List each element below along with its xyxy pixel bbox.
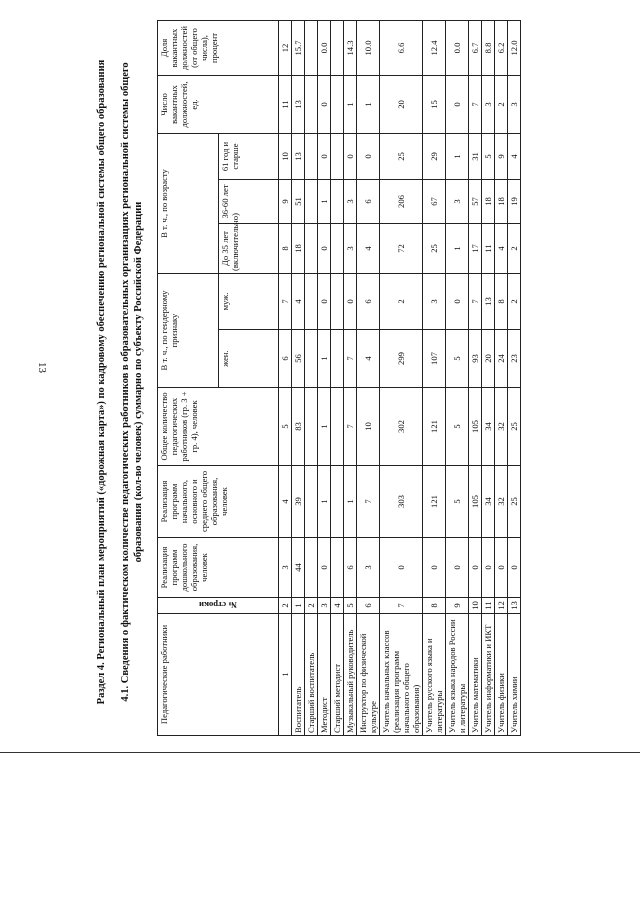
row-number-cell: 3 [318, 598, 331, 614]
staff-name-cell: Учитель химии [508, 614, 521, 736]
value-cell-c7 [305, 274, 318, 330]
value-cell-c7: 2 [508, 274, 521, 330]
value-cell-c5: 302 [380, 388, 423, 466]
value-cell-c7: 13 [482, 274, 495, 330]
value-cell-c4: 5 [446, 466, 469, 538]
value-cell-c9 [305, 180, 318, 224]
value-cell-c8: 11 [482, 224, 495, 274]
value-cell-c5 [331, 388, 344, 466]
value-cell-c12: 15.7 [292, 20, 305, 75]
value-cell-c8: 0 [318, 224, 331, 274]
value-cell-c9: 18 [495, 180, 508, 224]
value-cell-c5: 1 [318, 388, 331, 466]
value-cell-c9: 3 [446, 180, 469, 224]
header-age-under35: До 35 лет (включительно) [218, 224, 279, 274]
row-number-cell: 2 [305, 598, 318, 614]
value-cell-c12: 12.0 [508, 20, 521, 75]
value-cell-c8: 25 [423, 224, 446, 274]
staff-name-cell: Методист [318, 614, 331, 736]
value-cell-c6 [305, 330, 318, 388]
staff-name-cell: Инструктор по физической культуре [357, 614, 380, 736]
value-cell-c11: 2 [495, 75, 508, 133]
rotated-content [95, 12, 575, 752]
row-number-cell: 5 [344, 598, 357, 614]
value-cell-c6: 4 [357, 330, 380, 388]
value-cell-c12: 8.8 [482, 20, 495, 75]
column-number: 12 [279, 20, 292, 75]
value-cell-c5: 5 [446, 388, 469, 466]
value-cell-c12: 0.0 [318, 20, 331, 75]
section-title: Раздел 4. Региональный план мероприятий («дорожная карта») по кадровому обеспечению региональной системы общего образования [96, 59, 107, 705]
value-cell-c10: 29 [423, 133, 446, 179]
column-number: 9 [279, 180, 292, 224]
staff-name-cell: Музыкальный руководитель [344, 614, 357, 736]
table-subtitle: 4.1. Сведения о фактическом количестве педагогических работников в образовательных организациях региональной системы общего образования (кол-во человек) суммарно по субъекту Российской Федерации [120, 62, 144, 702]
value-cell-c6: 56 [292, 330, 305, 388]
staff-name-cell: Учитель информатики и ИКТ [482, 614, 495, 736]
value-cell-c4: 303 [380, 466, 423, 538]
value-cell-c3: 0 [318, 538, 331, 598]
value-cell-c6: 20 [482, 330, 495, 388]
value-cell-c10: 0 [318, 133, 331, 179]
value-cell-c7: 4 [292, 274, 305, 330]
value-cell-c7: 0 [318, 274, 331, 330]
row-number-cell: 11 [482, 598, 495, 614]
value-cell-c8: 72 [380, 224, 423, 274]
value-cell-c8: 4 [495, 224, 508, 274]
value-cell-c4: 32 [495, 466, 508, 538]
value-cell-c10: 25 [380, 133, 423, 179]
value-cell-c3: 0 [469, 538, 482, 598]
value-cell-c7: 8 [495, 274, 508, 330]
value-cell-c10: 0 [357, 133, 380, 179]
value-cell-c3: 0 [423, 538, 446, 598]
value-cell-c4: 34 [482, 466, 495, 538]
value-cell-c8: 18 [292, 224, 305, 274]
value-cell-c6: 107 [423, 330, 446, 388]
staff-name-cell: Учитель начальных классов (реализация программ начального общего образования) [380, 614, 423, 736]
value-cell-c12: 12.4 [423, 20, 446, 75]
header-preschool: Реализация программ дошкольного образования, человек [158, 538, 279, 598]
value-cell-c10: 5 [482, 133, 495, 179]
column-number: 2 [279, 598, 292, 614]
value-cell-c4: 39 [292, 466, 305, 538]
column-number: 1 [279, 614, 292, 736]
value-cell-c11: 0 [318, 75, 331, 133]
value-cell-c9 [331, 180, 344, 224]
value-cell-c3: 0 [495, 538, 508, 598]
table-body [292, 20, 521, 735]
table-row [495, 20, 508, 735]
value-cell-c6: 5 [446, 330, 469, 388]
header-by-gender: В т. ч., по гендерному признаку [158, 274, 219, 388]
staff-name-cell: Учитель русского языка и литературы [423, 614, 446, 736]
value-cell-c9: 3 [344, 180, 357, 224]
value-cell-c11: 1 [357, 75, 380, 133]
column-number: 6 [279, 330, 292, 388]
value-cell-c4: 25 [508, 466, 521, 538]
value-cell-c7: 7 [469, 274, 482, 330]
value-cell-c8 [331, 224, 344, 274]
value-cell-c3: 3 [357, 538, 380, 598]
value-cell-c11: 13 [292, 75, 305, 133]
value-cell-c4: 1 [344, 466, 357, 538]
table-row [292, 20, 305, 735]
value-cell-c4: 7 [357, 466, 380, 538]
staff-name-cell: Старший методист [331, 614, 344, 736]
value-cell-c11: 7 [469, 75, 482, 133]
staff-table [157, 20, 521, 736]
value-cell-c6: 23 [508, 330, 521, 388]
table-row [357, 20, 380, 735]
value-cell-c3 [331, 538, 344, 598]
row-number-cell: 10 [469, 598, 482, 614]
value-cell-c4 [305, 466, 318, 538]
value-cell-c4: 1 [318, 466, 331, 538]
value-cell-c10: 9 [495, 133, 508, 179]
table-row [331, 20, 344, 735]
value-cell-c9: 18 [482, 180, 495, 224]
header-total: Общее количество педагогических работников (гр. 3 + гр. 4), человек [158, 388, 279, 466]
value-cell-c4 [331, 466, 344, 538]
column-number: 7 [279, 274, 292, 330]
value-cell-c11: 1 [344, 75, 357, 133]
value-cell-c3: 0 [482, 538, 495, 598]
value-cell-c7: 2 [380, 274, 423, 330]
value-cell-c5: 34 [482, 388, 495, 466]
header-age-61plus: 61 год и старше [218, 133, 279, 179]
header-age-36-60: 36-60 лет [218, 180, 279, 224]
value-cell-c10: 1 [446, 133, 469, 179]
row-number-cell: 13 [508, 598, 521, 614]
value-cell-c10: 31 [469, 133, 482, 179]
header-male: муж. [218, 274, 279, 330]
staff-name-cell: Старший воспитатель [305, 614, 318, 736]
value-cell-c8: 2 [508, 224, 521, 274]
value-cell-c9: 67 [423, 180, 446, 224]
table-row [380, 20, 423, 735]
value-cell-c12: 6.6 [380, 20, 423, 75]
staff-name-cell: Учитель физики [495, 614, 508, 736]
value-cell-c9: 57 [469, 180, 482, 224]
table-row [318, 20, 331, 735]
value-cell-c10: 13 [292, 133, 305, 179]
value-cell-c3 [305, 538, 318, 598]
value-cell-c11 [305, 75, 318, 133]
value-cell-c5: 83 [292, 388, 305, 466]
staff-name-cell: Учитель языка народов России и литературы [446, 614, 469, 736]
value-cell-c10: 4 [508, 133, 521, 179]
value-cell-c5: 7 [344, 388, 357, 466]
value-cell-c3: 0 [380, 538, 423, 598]
footer-rule [0, 752, 640, 753]
page-number: 13 [36, 362, 48, 373]
value-cell-c11: 3 [508, 75, 521, 133]
value-cell-c5: 25 [508, 388, 521, 466]
header-vacancy-share: Доля вакантных должностей (от общего числа), процент [158, 20, 279, 75]
value-cell-c9: 1 [318, 180, 331, 224]
row-number-cell: 8 [423, 598, 446, 614]
value-cell-c3: 0 [508, 538, 521, 598]
value-cell-c7: 0 [446, 274, 469, 330]
value-cell-c9: 51 [292, 180, 305, 224]
value-cell-c7: 0 [344, 274, 357, 330]
value-cell-c9: 206 [380, 180, 423, 224]
value-cell-c5: 105 [469, 388, 482, 466]
header-rownum: № строки [158, 598, 279, 614]
column-number: 3 [279, 538, 292, 598]
staff-name-cell: Воспитатель [292, 614, 305, 736]
value-cell-c8: 1 [446, 224, 469, 274]
value-cell-c6: 93 [469, 330, 482, 388]
value-cell-c12: 10.0 [357, 20, 380, 75]
value-cell-c11: 3 [482, 75, 495, 133]
value-cell-c11: 20 [380, 75, 423, 133]
value-cell-c4: 105 [469, 466, 482, 538]
value-cell-c6: 1 [318, 330, 331, 388]
column-number: 5 [279, 388, 292, 466]
value-cell-c10 [331, 133, 344, 179]
row-number-cell: 9 [446, 598, 469, 614]
row-number-cell: 7 [380, 598, 423, 614]
header-female: жен. [218, 330, 279, 388]
value-cell-c3: 6 [344, 538, 357, 598]
value-cell-c8: 4 [357, 224, 380, 274]
value-cell-c10 [305, 133, 318, 179]
value-cell-c5 [305, 388, 318, 466]
value-cell-c3: 44 [292, 538, 305, 598]
value-cell-c12: 0.0 [446, 20, 469, 75]
value-cell-c12 [331, 20, 344, 75]
header-vacancies: Число вакантных должностей, ед. [158, 75, 279, 133]
row-number-cell: 12 [495, 598, 508, 614]
value-cell-c11: 15 [423, 75, 446, 133]
value-cell-c7: 3 [423, 274, 446, 330]
value-cell-c7 [331, 274, 344, 330]
value-cell-c10: 0 [344, 133, 357, 179]
row-number-cell: 4 [331, 598, 344, 614]
header-general: Реализация программ начального, основного и среднего общего образования, человек [158, 466, 279, 538]
value-cell-c12: 6.2 [495, 20, 508, 75]
value-cell-c8 [305, 224, 318, 274]
value-cell-c5: 10 [357, 388, 380, 466]
value-cell-c6: 24 [495, 330, 508, 388]
column-number: 11 [279, 75, 292, 133]
row-number-cell: 1 [292, 598, 305, 614]
table-row [446, 20, 469, 735]
table-row [423, 20, 446, 735]
row-number-cell: 6 [357, 598, 380, 614]
header-staff: Педагогические работники [158, 614, 279, 736]
table-row [344, 20, 357, 735]
value-cell-c3: 0 [446, 538, 469, 598]
value-cell-c7: 6 [357, 274, 380, 330]
value-cell-c6 [331, 330, 344, 388]
value-cell-c5: 32 [495, 388, 508, 466]
column-number: 8 [279, 224, 292, 274]
value-cell-c6: 299 [380, 330, 423, 388]
value-cell-c4: 121 [423, 466, 446, 538]
value-cell-c9: 19 [508, 180, 521, 224]
value-cell-c11 [331, 75, 344, 133]
column-number: 10 [279, 133, 292, 179]
column-number-row [279, 20, 292, 735]
table-row [508, 20, 521, 735]
table-row [305, 20, 318, 735]
column-number: 4 [279, 466, 292, 538]
value-cell-c8: 3 [344, 224, 357, 274]
table-row [469, 20, 482, 735]
value-cell-c9: 6 [357, 180, 380, 224]
value-cell-c12 [305, 20, 318, 75]
value-cell-c12: 6.7 [469, 20, 482, 75]
table-row [482, 20, 495, 735]
value-cell-c11: 0 [446, 75, 469, 133]
value-cell-c6: 7 [344, 330, 357, 388]
staff-name-cell: Учитель математики [469, 614, 482, 736]
header-by-age: В т. ч., по возрасту [158, 133, 219, 273]
value-cell-c5: 121 [423, 388, 446, 466]
value-cell-c8: 17 [469, 224, 482, 274]
value-cell-c12: 14.3 [344, 20, 357, 75]
